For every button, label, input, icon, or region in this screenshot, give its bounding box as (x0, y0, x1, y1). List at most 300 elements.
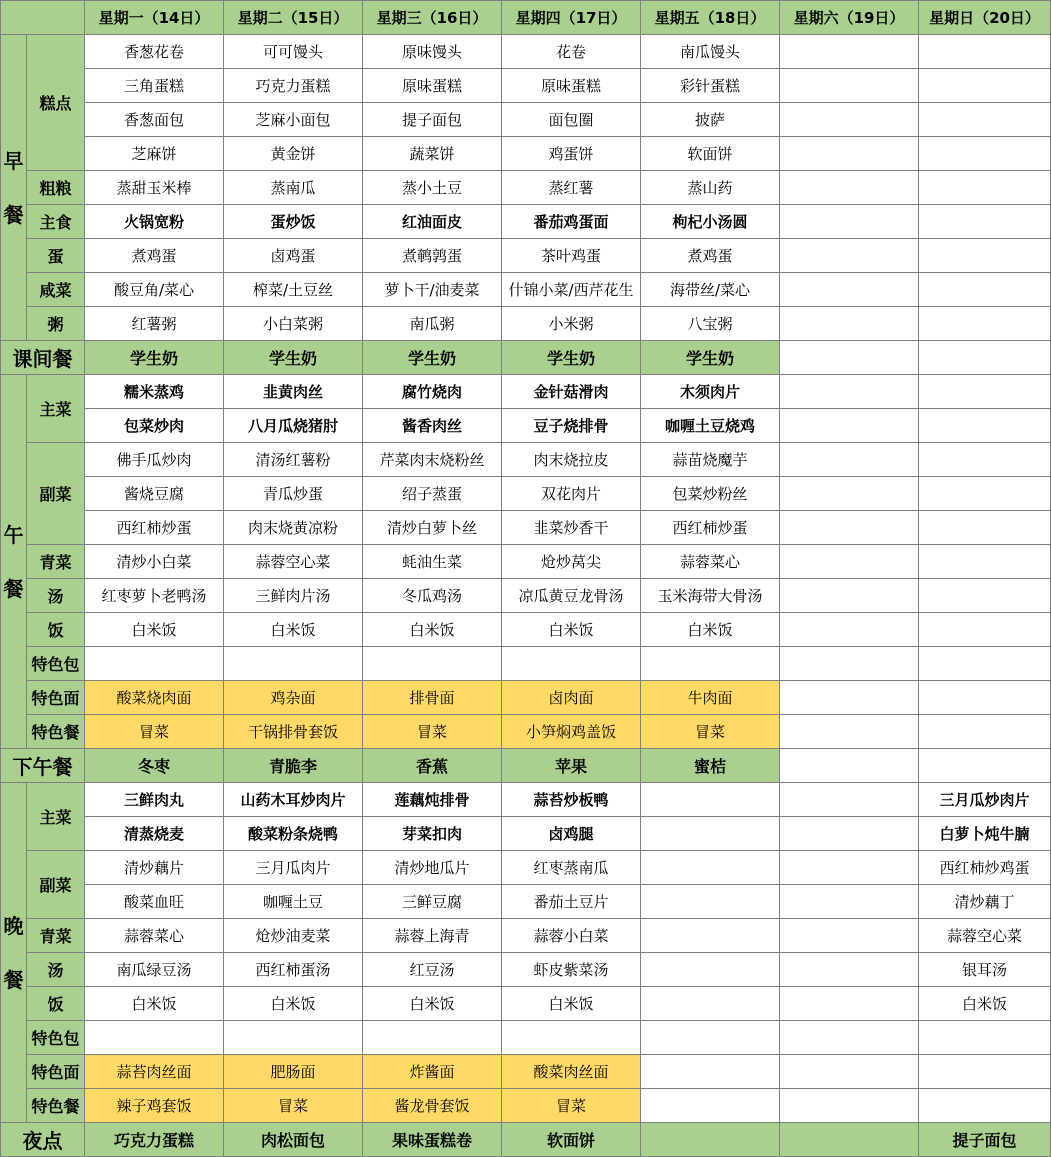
dinner-row (1, 817, 1051, 851)
menu-cell: 酱烧豆腐 (85, 477, 224, 511)
menu-cell: 三鲜豆腐 (363, 885, 502, 919)
breakfast-row (1, 273, 1051, 307)
menu-cell: 南瓜馒头 (641, 35, 780, 69)
menu-cell (919, 579, 1051, 613)
day-header: 星期六（19日） (780, 1, 919, 35)
menu-cell: 蛋炒饭 (224, 205, 363, 239)
category-label: 蛋 (27, 239, 85, 273)
menu-cell (85, 1021, 224, 1055)
menu-cell: 炝炒莴尖 (502, 545, 641, 579)
lunch-row (1, 681, 1051, 715)
menu-cell (780, 375, 919, 409)
category-label: 主菜 (27, 375, 85, 443)
menu-cell (641, 987, 780, 1021)
lunch-meal-label (1, 375, 27, 749)
menu-cell (919, 341, 1051, 375)
menu-cell: 白米饭 (224, 987, 363, 1021)
night-snack-label: 夜点 (1, 1123, 85, 1157)
menu-cell: 小米粥 (502, 307, 641, 341)
menu-cell: 酱龙骨套饭 (363, 1089, 502, 1123)
menu-cell (85, 647, 224, 681)
category-label: 咸菜 (27, 273, 85, 307)
menu-cell: 酸豆角/菜心 (85, 273, 224, 307)
category-label: 饭 (27, 987, 85, 1021)
menu-cell (780, 511, 919, 545)
category-label: 特色餐 (27, 1089, 85, 1123)
menu-cell: 清炒藕丁 (919, 885, 1051, 919)
menu-cell: 清炒地瓜片 (363, 851, 502, 885)
menu-cell (919, 647, 1051, 681)
menu-cell: 软面饼 (641, 137, 780, 171)
menu-cell (780, 341, 919, 375)
category-label: 特色面 (27, 1055, 85, 1089)
lunch-meal-char: 餐 (3, 576, 24, 601)
menu-cell: 卤鸡蛋 (224, 239, 363, 273)
dinner-row (1, 987, 1051, 1021)
menu-cell: 番茄土豆片 (502, 885, 641, 919)
menu-cell: 学生奶 (641, 341, 780, 375)
menu-cell: 青脆李 (224, 749, 363, 783)
menu-cell: 番茄鸡蛋面 (502, 205, 641, 239)
menu-cell: 芝麻小面包 (224, 103, 363, 137)
menu-cell: 苹果 (502, 749, 641, 783)
menu-cell: 学生奶 (502, 341, 641, 375)
menu-cell: 酸菜粉条烧鸭 (224, 817, 363, 851)
breakfast-meal-label (1, 35, 27, 341)
menu-cell: 红薯粥 (85, 307, 224, 341)
menu-cell (919, 273, 1051, 307)
menu-cell: 红豆汤 (363, 953, 502, 987)
menu-cell (780, 1021, 919, 1055)
menu-cell (780, 885, 919, 919)
menu-cell: 玉米海带大骨汤 (641, 579, 780, 613)
breakfast-row (1, 239, 1051, 273)
menu-cell (780, 273, 919, 307)
menu-cell (780, 103, 919, 137)
lunch-row (1, 409, 1051, 443)
menu-cell: 学生奶 (363, 341, 502, 375)
break-meal-row (1, 341, 1051, 375)
lunch-row (1, 613, 1051, 647)
menu-cell (780, 137, 919, 171)
day-header: 星期二（15日） (224, 1, 363, 35)
menu-cell: 红枣萝卜老鸭汤 (85, 579, 224, 613)
menu-cell: 清炒白萝卜丝 (363, 511, 502, 545)
menu-cell: 蒸甜玉米棒 (85, 171, 224, 205)
menu-cell: 排骨面 (363, 681, 502, 715)
dinner-meal-char: 晚 (3, 913, 24, 938)
menu-cell: 香葱花卷 (85, 35, 224, 69)
dinner-row (1, 851, 1051, 885)
menu-cell: 炝炒油麦菜 (224, 919, 363, 953)
menu-cell: 蒜蓉菜心 (641, 545, 780, 579)
menu-cell (919, 681, 1051, 715)
menu-cell: 提子面包 (363, 103, 502, 137)
menu-cell: 蒜苗烧魔芋 (641, 443, 780, 477)
menu-cell: 蒜蓉上海青 (363, 919, 502, 953)
breakfast-row (1, 171, 1051, 205)
breakfast-row (1, 35, 1051, 69)
dinner-row (1, 919, 1051, 953)
menu-cell (780, 477, 919, 511)
day-header: 星期一（14日） (85, 1, 224, 35)
menu-cell: 白米饭 (502, 613, 641, 647)
dinner-meal-label (1, 783, 27, 1123)
category-label: 特色餐 (27, 715, 85, 749)
menu-cell: 什锦小菜/西芹花生 (502, 273, 641, 307)
menu-cell: 南瓜绿豆汤 (85, 953, 224, 987)
menu-cell: 红枣蒸南瓜 (502, 851, 641, 885)
menu-cell: 冒菜 (502, 1089, 641, 1123)
menu-cell: 包菜炒粉丝 (641, 477, 780, 511)
menu-cell (919, 1055, 1051, 1089)
menu-cell: 冬瓜鸡汤 (363, 579, 502, 613)
menu-cell: 干锅排骨套饭 (224, 715, 363, 749)
menu-cell (780, 715, 919, 749)
menu-cell: 三鲜肉片汤 (224, 579, 363, 613)
menu-cell (363, 647, 502, 681)
menu-cell (919, 137, 1051, 171)
menu-cell (641, 1089, 780, 1123)
menu-cell: 白米饭 (919, 987, 1051, 1021)
menu-cell: 肉松面包 (224, 1123, 363, 1157)
menu-cell: 三鲜肉丸 (85, 783, 224, 817)
menu-cell (919, 715, 1051, 749)
category-label: 青菜 (27, 919, 85, 953)
menu-cell (919, 511, 1051, 545)
menu-cell: 白米饭 (641, 613, 780, 647)
menu-cell (780, 919, 919, 953)
category-label: 糕点 (27, 35, 85, 171)
category-label: 汤 (27, 953, 85, 987)
menu-cell: 榨菜/土豆丝 (224, 273, 363, 307)
breakfast-meal-char: 餐 (3, 202, 24, 227)
menu-cell: 原味蛋糕 (363, 69, 502, 103)
menu-cell (641, 851, 780, 885)
night-snack-row (1, 1123, 1051, 1157)
menu-cell: 火锅宽粉 (85, 205, 224, 239)
menu-cell: 煮鸡蛋 (85, 239, 224, 273)
menu-cell: 花卷 (502, 35, 641, 69)
menu-cell (780, 647, 919, 681)
menu-cell: 枸杞小汤圆 (641, 205, 780, 239)
menu-cell: 提子面包 (919, 1123, 1051, 1157)
menu-cell: 蒜蓉空心菜 (224, 545, 363, 579)
menu-cell: 原味蛋糕 (502, 69, 641, 103)
menu-cell: 凉瓜黄豆龙骨汤 (502, 579, 641, 613)
menu-cell: 西红柿炒蛋 (85, 511, 224, 545)
menu-cell: 清汤红薯粉 (224, 443, 363, 477)
menu-cell: 卤鸡腿 (502, 817, 641, 851)
corner-cell (1, 1, 85, 35)
menu-cell (919, 103, 1051, 137)
menu-cell: 佛手瓜炒肉 (85, 443, 224, 477)
category-label: 粥 (27, 307, 85, 341)
menu-cell: 咖喱土豆烧鸡 (641, 409, 780, 443)
dinner-row (1, 1055, 1051, 1089)
menu-cell: 肉末烧拉皮 (502, 443, 641, 477)
menu-body (1, 1, 1051, 1157)
menu-cell (780, 1123, 919, 1157)
menu-cell: 香葱面包 (85, 103, 224, 137)
menu-cell (780, 817, 919, 851)
menu-cell (641, 1123, 780, 1157)
menu-cell: 炸酱面 (363, 1055, 502, 1089)
menu-cell (780, 409, 919, 443)
category-label: 青菜 (27, 545, 85, 579)
menu-cell: 韭菜炒香干 (502, 511, 641, 545)
menu-cell: 金针菇滑肉 (502, 375, 641, 409)
menu-cell (780, 171, 919, 205)
lunch-row (1, 477, 1051, 511)
menu-cell (780, 749, 919, 783)
menu-cell: 海带丝/菜心 (641, 273, 780, 307)
dinner-row (1, 1021, 1051, 1055)
menu-cell: 蒸山药 (641, 171, 780, 205)
menu-cell (363, 1021, 502, 1055)
menu-cell (641, 919, 780, 953)
menu-cell (919, 171, 1051, 205)
menu-cell: 酸菜血旺 (85, 885, 224, 919)
menu-cell (641, 1055, 780, 1089)
menu-cell (780, 239, 919, 273)
menu-cell: 牛肉面 (641, 681, 780, 715)
menu-cell (780, 307, 919, 341)
menu-cell: 西红柿炒蛋 (641, 511, 780, 545)
breakfast-meal-char: 早 (3, 148, 24, 173)
menu-cell: 双花肉片 (502, 477, 641, 511)
menu-cell: 包菜炒肉 (85, 409, 224, 443)
menu-cell: 冒菜 (85, 715, 224, 749)
day-header: 星期五（18日） (641, 1, 780, 35)
menu-cell: 红油面皮 (363, 205, 502, 239)
menu-cell (780, 953, 919, 987)
menu-cell (780, 545, 919, 579)
menu-cell: 果味蛋糕卷 (363, 1123, 502, 1157)
break-meal-label: 课间餐 (1, 341, 85, 375)
menu-cell (780, 987, 919, 1021)
menu-cell: 香蕉 (363, 749, 502, 783)
menu-cell: 彩针蛋糕 (641, 69, 780, 103)
menu-cell (780, 681, 919, 715)
menu-cell (919, 749, 1051, 783)
menu-cell (919, 545, 1051, 579)
menu-cell: 煮鹌鹑蛋 (363, 239, 502, 273)
menu-cell (919, 307, 1051, 341)
menu-cell: 三月瓜炒肉片 (919, 783, 1051, 817)
menu-cell (780, 851, 919, 885)
menu-cell: 肉末烧黄凉粉 (224, 511, 363, 545)
menu-cell: 蔬菜饼 (363, 137, 502, 171)
menu-cell: 小白菜粥 (224, 307, 363, 341)
menu-cell: 巧克力蛋糕 (224, 69, 363, 103)
dinner-meal-char: 餐 (3, 967, 24, 992)
category-label: 主菜 (27, 783, 85, 851)
afternoon-meal-row (1, 749, 1051, 783)
category-label: 副菜 (27, 443, 85, 545)
menu-cell (780, 205, 919, 239)
menu-cell (780, 443, 919, 477)
menu-cell (919, 613, 1051, 647)
menu-cell: 软面饼 (502, 1123, 641, 1157)
menu-cell: 巧克力蛋糕 (85, 1123, 224, 1157)
menu-cell: 绍子蒸蛋 (363, 477, 502, 511)
day-header: 星期三（16日） (363, 1, 502, 35)
menu-cell: 蒜蓉空心菜 (919, 919, 1051, 953)
menu-cell: 酸菜肉丝面 (502, 1055, 641, 1089)
breakfast-row (1, 103, 1051, 137)
lunch-meal-char: 午 (3, 522, 24, 547)
day-header: 星期四（17日） (502, 1, 641, 35)
menu-cell: 芝麻饼 (85, 137, 224, 171)
menu-cell: 冒菜 (224, 1089, 363, 1123)
menu-cell (780, 783, 919, 817)
menu-cell: 黄金饼 (224, 137, 363, 171)
breakfast-row (1, 69, 1051, 103)
lunch-row (1, 715, 1051, 749)
menu-cell: 三月瓜肉片 (224, 851, 363, 885)
category-label: 粗粮 (27, 171, 85, 205)
menu-cell: 蜜桔 (641, 749, 780, 783)
menu-cell: 蚝油生菜 (363, 545, 502, 579)
menu-cell: 学生奶 (85, 341, 224, 375)
menu-cell: 卤肉面 (502, 681, 641, 715)
menu-cell: 豆子烧排骨 (502, 409, 641, 443)
menu-cell (641, 817, 780, 851)
menu-cell (641, 953, 780, 987)
menu-cell: 白米饭 (363, 987, 502, 1021)
menu-cell: 八宝粥 (641, 307, 780, 341)
menu-cell: 蒸南瓜 (224, 171, 363, 205)
menu-cell: 辣子鸡套饭 (85, 1089, 224, 1123)
menu-cell (780, 1055, 919, 1089)
breakfast-row (1, 307, 1051, 341)
menu-cell: 蒜苔肉丝面 (85, 1055, 224, 1089)
lunch-row (1, 443, 1051, 477)
menu-cell: 蒜苔炒板鸭 (502, 783, 641, 817)
breakfast-row (1, 205, 1051, 239)
menu-cell (502, 1021, 641, 1055)
category-label: 主食 (27, 205, 85, 239)
menu-cell: 芽菜扣肉 (363, 817, 502, 851)
lunch-row (1, 647, 1051, 681)
menu-cell: 原味馒头 (363, 35, 502, 69)
category-label: 饭 (27, 613, 85, 647)
menu-cell: 三角蛋糕 (85, 69, 224, 103)
category-label: 特色包 (27, 1021, 85, 1055)
menu-cell: 南瓜粥 (363, 307, 502, 341)
menu-cell (224, 647, 363, 681)
menu-cell (641, 783, 780, 817)
menu-cell (919, 443, 1051, 477)
menu-cell: 鸡杂面 (224, 681, 363, 715)
breakfast-row (1, 137, 1051, 171)
menu-cell (780, 579, 919, 613)
menu-cell (919, 205, 1051, 239)
menu-cell: 糯米蒸鸡 (85, 375, 224, 409)
menu-cell: 芹菜肉末烧粉丝 (363, 443, 502, 477)
menu-cell: 披萨 (641, 103, 780, 137)
menu-cell: 清炒小白菜 (85, 545, 224, 579)
menu-cell: 八月瓜烧猪肘 (224, 409, 363, 443)
menu-cell: 小笋焖鸡盖饭 (502, 715, 641, 749)
menu-cell: 蒸红薯 (502, 171, 641, 205)
menu-cell (224, 1021, 363, 1055)
menu-cell: 蒜蓉菜心 (85, 919, 224, 953)
category-label: 汤 (27, 579, 85, 613)
menu-cell: 西红柿炒鸡蛋 (919, 851, 1051, 885)
menu-cell: 学生奶 (224, 341, 363, 375)
menu-cell (780, 613, 919, 647)
afternoon-meal-label: 下午餐 (1, 749, 85, 783)
menu-cell: 萝卜干/油麦菜 (363, 273, 502, 307)
day-header-row (1, 1, 1051, 35)
menu-cell: 银耳汤 (919, 953, 1051, 987)
menu-cell: 木须肉片 (641, 375, 780, 409)
menu-cell: 蒜蓉小白菜 (502, 919, 641, 953)
menu-cell: 可可馒头 (224, 35, 363, 69)
menu-cell (919, 375, 1051, 409)
menu-cell: 茶叶鸡蛋 (502, 239, 641, 273)
menu-cell: 西红柿蛋汤 (224, 953, 363, 987)
menu-cell (780, 1089, 919, 1123)
menu-cell: 白米饭 (363, 613, 502, 647)
dinner-row (1, 953, 1051, 987)
menu-cell: 鸡蛋饼 (502, 137, 641, 171)
dinner-row (1, 783, 1051, 817)
day-header: 星期日（20日） (919, 1, 1051, 35)
menu-cell: 虾皮紫菜汤 (502, 953, 641, 987)
menu-cell (780, 35, 919, 69)
category-label: 副菜 (27, 851, 85, 919)
menu-cell (919, 69, 1051, 103)
menu-cell: 冬枣 (85, 749, 224, 783)
menu-cell (919, 239, 1051, 273)
lunch-row (1, 579, 1051, 613)
menu-cell (919, 1021, 1051, 1055)
menu-cell: 白米饭 (224, 613, 363, 647)
menu-cell (919, 35, 1051, 69)
category-label: 特色面 (27, 681, 85, 715)
lunch-row (1, 511, 1051, 545)
menu-cell: 煮鸡蛋 (641, 239, 780, 273)
menu-cell: 白米饭 (502, 987, 641, 1021)
dinner-row (1, 885, 1051, 919)
menu-cell: 清炒藕片 (85, 851, 224, 885)
menu-cell: 面包圈 (502, 103, 641, 137)
menu-cell: 莲藕炖排骨 (363, 783, 502, 817)
lunch-row (1, 375, 1051, 409)
menu-cell (502, 647, 641, 681)
menu-cell: 山药木耳炒肉片 (224, 783, 363, 817)
category-label: 特色包 (27, 647, 85, 681)
menu-cell: 青瓜炒蛋 (224, 477, 363, 511)
menu-cell: 清蒸烧麦 (85, 817, 224, 851)
menu-cell: 蒸小土豆 (363, 171, 502, 205)
menu-cell: 白米饭 (85, 613, 224, 647)
menu-cell: 酸菜烧肉面 (85, 681, 224, 715)
lunch-row (1, 545, 1051, 579)
menu-cell: 白米饭 (85, 987, 224, 1021)
menu-cell: 韭黄肉丝 (224, 375, 363, 409)
menu-cell (919, 477, 1051, 511)
menu-cell: 肥肠面 (224, 1055, 363, 1089)
menu-cell: 腐竹烧肉 (363, 375, 502, 409)
menu-cell: 白萝卜炖牛腩 (919, 817, 1051, 851)
menu-cell: 冒菜 (363, 715, 502, 749)
menu-cell: 酱香肉丝 (363, 409, 502, 443)
menu-cell (641, 647, 780, 681)
